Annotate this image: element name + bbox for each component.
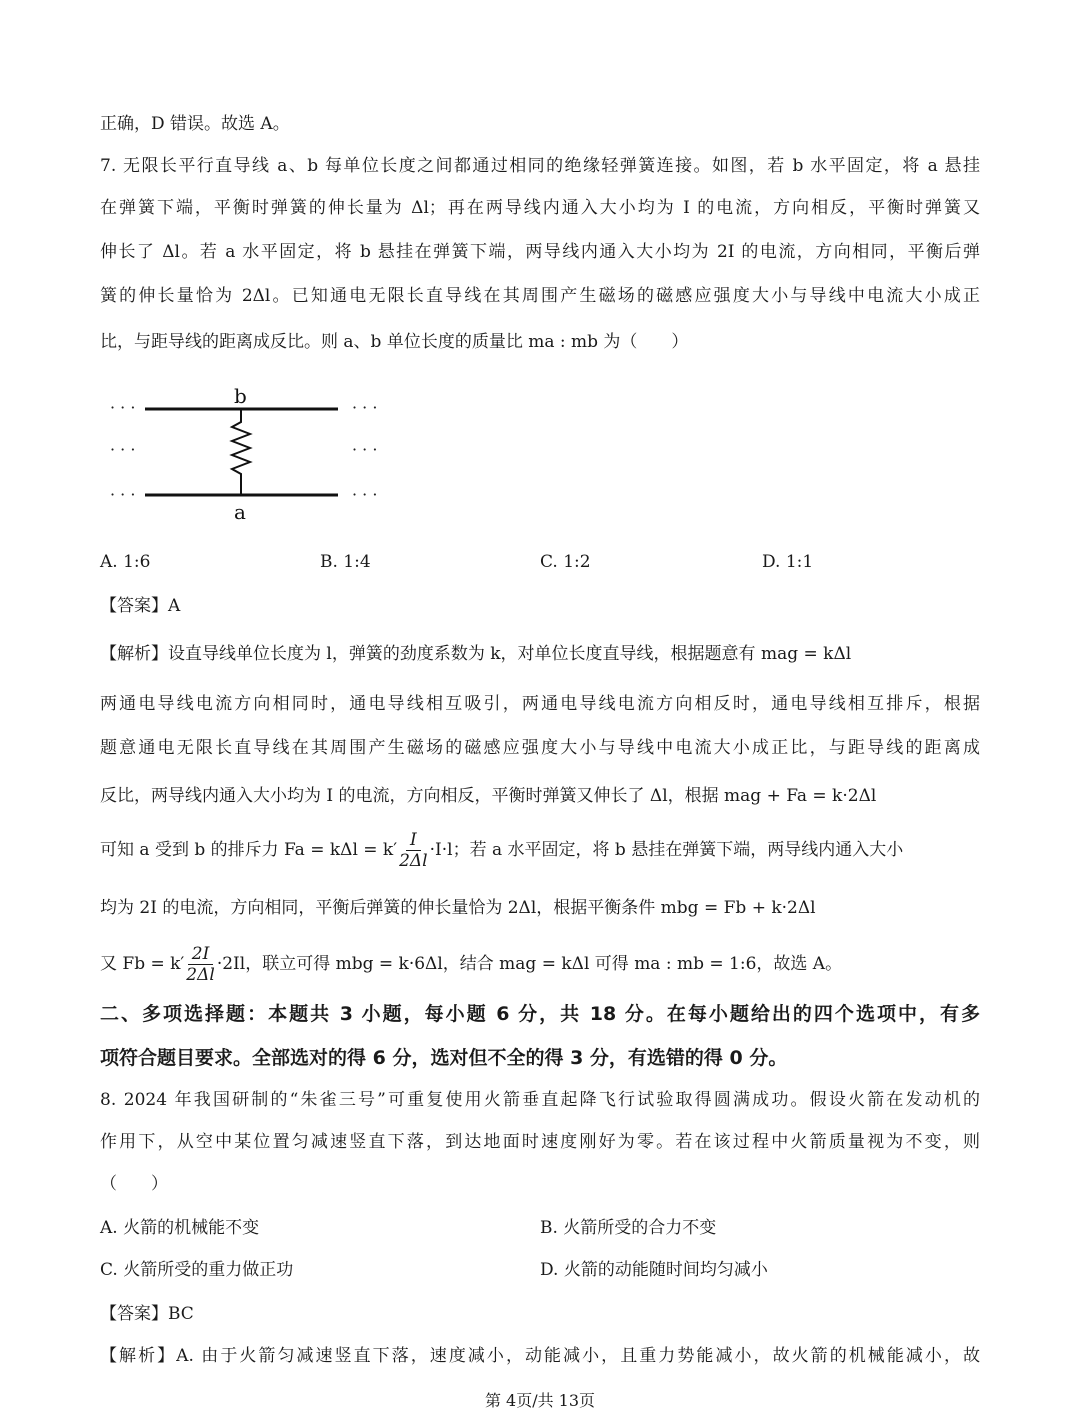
q8-answer: 【答案】BC bbox=[100, 1304, 194, 1324]
q7-option-d: D. 1:1 bbox=[762, 552, 814, 572]
dots-bottom-left: · · · bbox=[110, 485, 136, 504]
wire-spring-figure bbox=[100, 382, 400, 527]
dots-top-right: · · · bbox=[352, 398, 378, 417]
q8-option-d: D. 火箭的动能随时间均匀减小 bbox=[540, 1260, 768, 1280]
q7-analysis-line-2: 两通电导线电流方向相同时，通电导线相互吸引，两通电导线电流方向相反时，通电导线相互排斥，根据 bbox=[100, 694, 980, 714]
q7-analysis-line-3: 题意通电无限长直导线在其周围产生磁场的磁感应强度大小与导线中电流大小成正比，与距导线的距离成 bbox=[100, 738, 980, 758]
q7-analysis-line-4: 反比，两导线内通入大小均为 I 的电流，方向相反，平衡时弹簧又伸长了 Δl，根据 mag + Fa = k·2Δl bbox=[100, 786, 877, 806]
q8-stem-line-2: 作用下，从空中某位置匀减速竖直下落，到达地面时速度刚好为零。若在该过程中火箭质量视为不变，则 bbox=[100, 1132, 980, 1152]
q7-analysis-line-7 bbox=[100, 942, 842, 986]
fraction-numerator: I bbox=[406, 830, 421, 851]
q8-stem-line-3: （ ） bbox=[100, 1174, 168, 1194]
fraction-2i-over-2dl bbox=[186, 944, 215, 985]
q7-analysis-line-6: 均为 2I 的电流，方向相同，平衡后弹簧的伸长量恰为 2Δl，根据平衡条件 mbg = Fb + k·2Δl bbox=[100, 898, 816, 918]
q8-stem-line-1: 8. 2024 年我国研制的“朱雀三号”可重复使用火箭垂直起降飞行试验取得圆满成功。假设火箭在发动机的 bbox=[100, 1090, 980, 1110]
dots-mid-left: · · · bbox=[110, 440, 136, 459]
fraction-denominator: 2Δl bbox=[399, 851, 428, 871]
fraction-denominator: 2Δl bbox=[186, 965, 215, 985]
q7-stem-line-2: 在弹簧下端，平衡时弹簧的伸长量为 Δl；再在两导线内通入大小均为 I 的电流，方向相反，平衡时弹簧又 bbox=[100, 198, 980, 218]
q7-option-c: C. 1:2 bbox=[540, 552, 591, 572]
l5-part-b: ·I·l；若 a 水平固定，将 b 悬挂在弹簧下端，两导线内通入大小 bbox=[429, 840, 904, 860]
l7-part-a: 又 Fb = k′ bbox=[100, 954, 185, 974]
dots-top-left: · · · bbox=[110, 398, 136, 417]
section-2-heading-line-2: 项符合题目要求。全部选对的得 6 分，选对但不全的得 3 分，有选错的得 0 分。 bbox=[100, 1047, 788, 1069]
q8-option-a: A. 火箭的机械能不变 bbox=[100, 1218, 260, 1238]
q8-option-b: B. 火箭所受的合力不变 bbox=[540, 1218, 717, 1238]
prev-answer-tail: 正确，D 错误。故选 A。 bbox=[100, 114, 290, 134]
dots-mid-right: · · · bbox=[352, 440, 378, 459]
spring bbox=[232, 409, 250, 495]
q8-option-c: C. 火箭所受的重力做正功 bbox=[100, 1260, 294, 1280]
q7-analysis-line-5 bbox=[100, 828, 903, 872]
q7-stem-line-5: 比，与距导线的距离成反比。则 a、b 单位长度的质量比 ma : mb 为（ ） bbox=[100, 332, 689, 352]
q7-option-b: B. 1:4 bbox=[320, 552, 371, 572]
section-2-heading-line-1: 二、多项选择题：本题共 3 小题，每小题 6 分，共 18 分。在每小题给出的四个选项中，有多 bbox=[100, 1003, 980, 1025]
q7-stem-line-3: 伸长了 Δl。若 a 水平固定，将 b 悬挂在弹簧下端，两导线内通入大小均为 2I 的电流，方向相同，平衡后弹 bbox=[100, 242, 980, 262]
q7-analysis-line-1: 【解析】设直导线单位长度为 l，弹簧的劲度系数为 k，对单位长度直导线，根据题意有 mag = kΔl bbox=[100, 644, 852, 664]
page-footer: 第 4页/共 13页 bbox=[484, 1391, 596, 1410]
fraction-i-over-2dl bbox=[399, 830, 428, 871]
q7-option-a: A. 1:6 bbox=[100, 552, 151, 572]
q7-stem-line-1: 7. 无限长平行直导线 a、b 每单位长度之间都通过相同的绝缘轻弹簧连接。如图，若 b 水平固定，将 a 悬挂 bbox=[100, 156, 980, 176]
label-b: b bbox=[234, 384, 247, 408]
fraction-numerator: 2I bbox=[188, 944, 214, 965]
l7-part-b: ·2Il，联立可得 mbg = k·6Δl，结合 mag = kΔl 可得 ma : mb = 1:6，故选 A。 bbox=[216, 954, 843, 974]
label-a: a bbox=[234, 500, 246, 524]
l5-part-a: 可知 a 受到 b 的排斥力 Fa = kΔl = k′ bbox=[100, 840, 398, 860]
q7-answer: 【答案】A bbox=[100, 596, 181, 616]
dots-bottom-right: · · · bbox=[352, 485, 378, 504]
q7-stem-line-4: 簧的伸长量恰为 2Δl。已知通电无限长直导线在其周围产生磁场的磁感应强度大小与导线中电流大小成正 bbox=[100, 286, 980, 306]
q8-analysis-line-1: 【解析】A. 由于火箭匀减速竖直下落，速度减小，动能减小，且重力势能减小，故火箭的机械能减小，故 bbox=[100, 1346, 980, 1366]
